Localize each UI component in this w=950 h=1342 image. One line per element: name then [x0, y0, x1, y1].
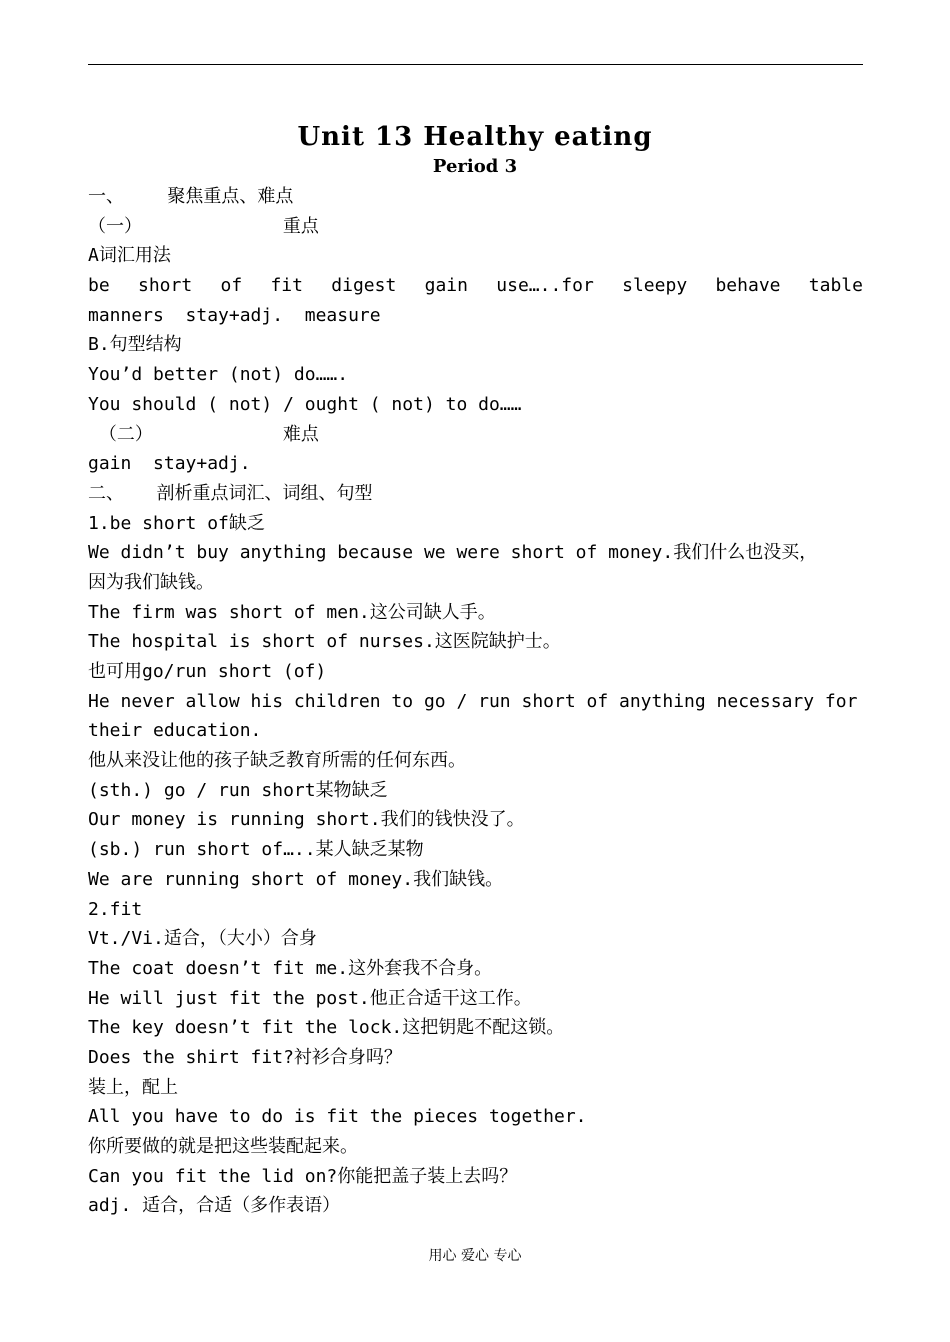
vocabulary-line: be short of fit digest gain use…..for sleepy behave table	[88, 275, 863, 297]
text-line: adj. 适合，合适（多作表语）	[88, 1195, 341, 1217]
section-heading: 二、 剖析重点词汇、词组、句型	[88, 482, 373, 504]
example-line: The coat doesn’t fit me.这外套我不合身。	[88, 957, 493, 979]
example-line: Our money is running short.我们的钱快没了。	[88, 809, 525, 831]
example-line: The hospital is short of nurses.这医院缺护士。	[88, 631, 561, 653]
text-line: You’d better (not) do…….	[88, 364, 349, 386]
document-subtitle: Period 3	[432, 156, 518, 177]
text-line: 装上，配上	[88, 1076, 178, 1098]
example-line: 你所要做的就是把这些装配起来。	[88, 1136, 358, 1157]
vocabulary-line: manners stay+adj. measure	[88, 304, 381, 326]
document-title: Unit 13 Healthy eating	[297, 122, 653, 152]
example-line: We didn’t buy anything because we were short of money.我们什么也没买，	[88, 542, 818, 564]
subsection-heading: （二） 难点	[88, 423, 319, 445]
example-line: Does the shirt fit?衬衫合身吗？	[88, 1046, 402, 1068]
example-line: their education.	[88, 720, 262, 742]
text-line: gain stay+adj.	[88, 453, 251, 475]
subsection-heading: （一） 重点	[88, 215, 319, 237]
example-line: He will just fit the post.他正合适干这工作。	[88, 987, 532, 1009]
text-line: (sth.) go / run short某物缺乏	[88, 779, 388, 801]
item-heading: 2.fit	[88, 898, 143, 920]
text-line: You should ( not) / ought ( not) to do……	[88, 393, 522, 415]
example-line: 因为我们缺钱。	[88, 571, 214, 593]
header-rule	[88, 64, 863, 65]
document-body	[88, 182, 863, 1221]
example-line: The firm was short of men.这公司缺人手。	[88, 601, 496, 623]
page-footer: 用心 爱心 专心	[428, 1248, 522, 1264]
example-line: We are running short of money.我们缺钱。	[88, 868, 504, 890]
section-heading: 一、 聚焦重点、难点	[88, 186, 294, 207]
text-line: 也可用go/run short (of)	[88, 661, 327, 682]
topic-heading: B.句型结构	[88, 334, 182, 356]
text-line: Vt./Vi.适合，（大小）合身	[88, 928, 317, 950]
topic-heading: A词汇用法	[88, 245, 171, 267]
example-line: He never allow his children to go / run short of anything necessary for	[88, 690, 858, 712]
item-heading: 1.be short of缺乏	[88, 512, 265, 534]
example-line: 他从来没让他的孩子缺乏教育所需的任何东西。	[88, 750, 466, 772]
text-line: (sb.) run short of…..某人缺乏某物	[88, 839, 424, 861]
example-line: Can you fit the lid on?你能把盖子装上去吗？	[88, 1165, 518, 1187]
example-line: The key doesn’t fit the lock.这把钥匙不配这锁。	[88, 1017, 565, 1039]
example-line: All you have to do is fit the pieces together.	[88, 1106, 587, 1128]
